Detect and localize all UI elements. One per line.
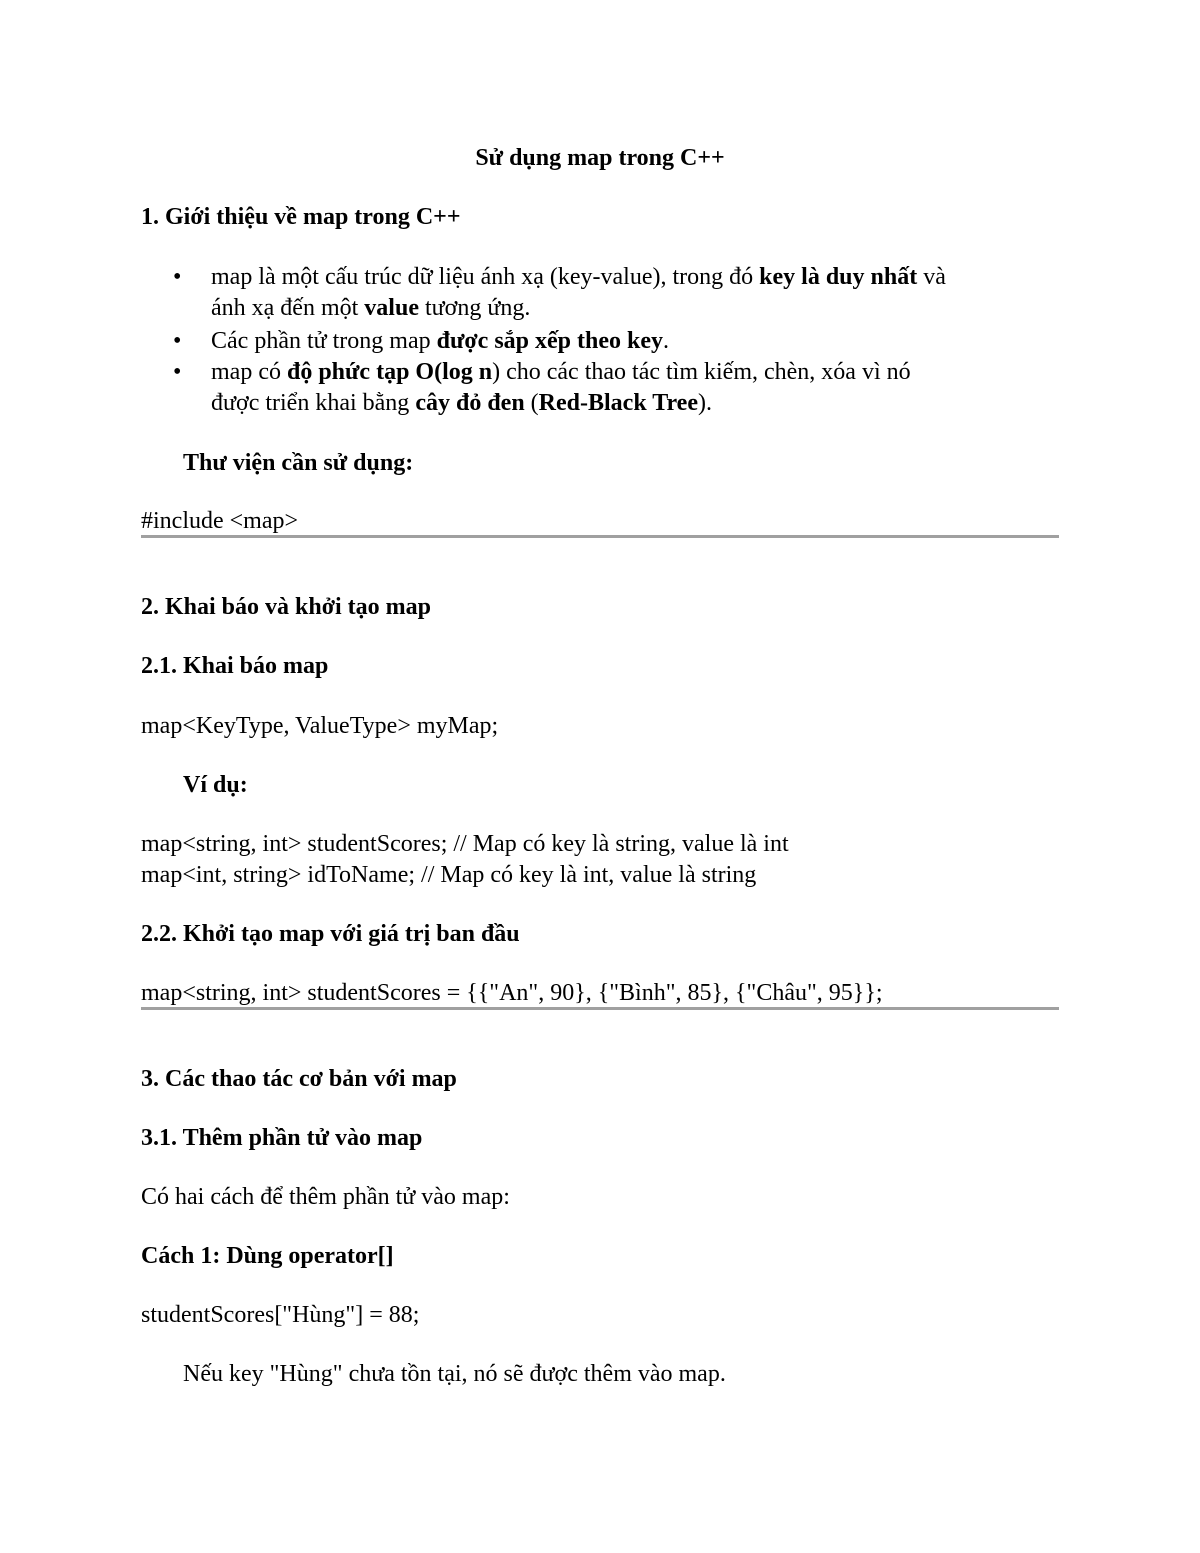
example-line-1: map<string, int> studentScores; // Map có key là string, value là int [141, 831, 789, 857]
include-code: #include <map> [141, 508, 299, 534]
declaration-code: map<KeyType, ValueType> myMap; [141, 713, 499, 739]
note-paragraph: Nếu key "Hùng" chưa tồn tại, nó sẽ được thêm vào map. [183, 1361, 726, 1387]
bullet-dot: • [173, 264, 182, 290]
subsection-2-2-heading: 2.2. Khởi tạo map với giá trị ban đầu [141, 921, 520, 947]
example-label: Ví dụ: [183, 772, 248, 798]
bullet-dot: • [173, 359, 182, 385]
operator-code: studentScores["Hùng"] = 88; [141, 1302, 420, 1328]
page-title: Sử dụng map trong C++ [475, 145, 725, 171]
bullet-1-line-2: ánh xạ đến một value tương ứng. [211, 295, 531, 321]
section-1-heading: 1. Giới thiệu về map trong C++ [141, 204, 461, 230]
horizontal-rule [141, 1007, 1059, 1010]
bullet-3-line-1: map có độ phức tạp O(log n) cho các thao tác tìm kiếm, chèn, xóa vì nó [211, 359, 911, 385]
section-3-heading: 3. Các thao tác cơ bản với map [141, 1066, 457, 1092]
bullet-3-line-2: được triển khai bằng cây đỏ đen (Red-Black Tree). [211, 390, 712, 416]
bullet-2: Các phần tử trong map được sắp xếp theo key. [211, 328, 669, 354]
bullet-1-line-1: map là một cấu trúc dữ liệu ánh xạ (key-value), trong đó key là duy nhất và [211, 264, 946, 290]
horizontal-rule [141, 535, 1059, 538]
init-code: map<string, int> studentScores = {{"An", 90}, {"Bình", 85}, {"Châu", 95}}; [141, 980, 883, 1006]
intro-paragraph: Có hai cách để thêm phần tử vào map: [141, 1184, 510, 1210]
example-line-2: map<int, string> idToName; // Map có key là int, value là string [141, 862, 757, 888]
subsection-2-1-heading: 2.1. Khai báo map [141, 653, 329, 679]
library-label: Thư viện cần sử dụng: [183, 450, 414, 476]
way-1-heading: Cách 1: Dùng operator[] [141, 1243, 394, 1269]
bullet-dot: • [173, 328, 182, 354]
subsection-3-1-heading: 3.1. Thêm phần tử vào map [141, 1125, 423, 1151]
section-2-heading: 2. Khai báo và khởi tạo map [141, 594, 432, 620]
